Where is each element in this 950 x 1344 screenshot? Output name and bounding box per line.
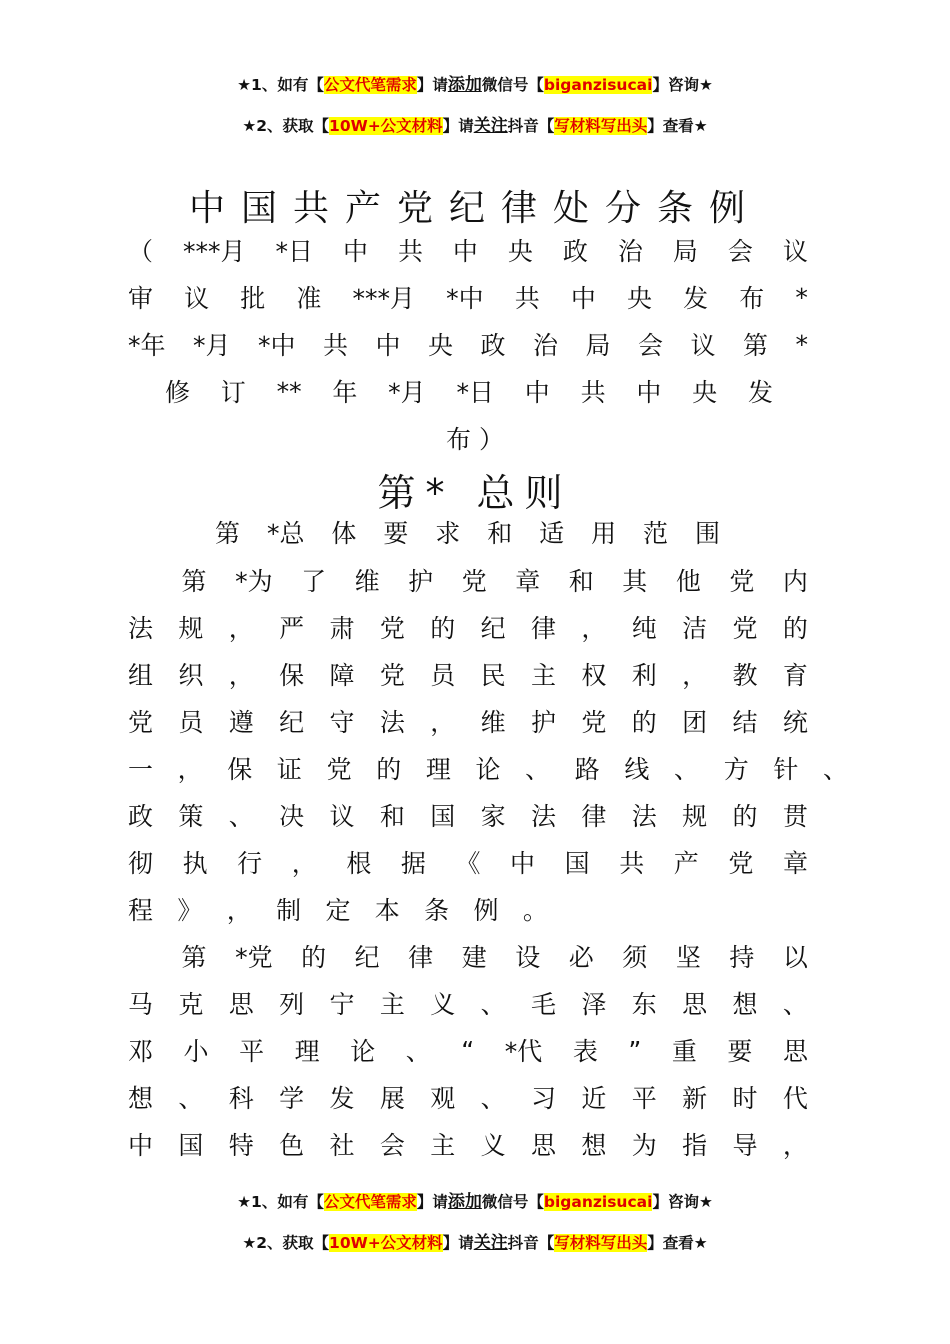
text-token: 要: [383, 519, 409, 548]
text-token: 利: [631, 661, 657, 690]
text-token: 建: [461, 943, 487, 972]
text-token: 党: [326, 755, 352, 784]
text-token: 布: [739, 284, 765, 313]
text-token: 根: [346, 849, 372, 878]
body-line: [128, 795, 808, 835]
text-token: 指: [682, 1131, 708, 1160]
text-token: 中: [570, 284, 596, 313]
text-token: 中: [342, 237, 368, 266]
text-token: 的: [301, 943, 327, 972]
text-token: 共: [580, 378, 606, 407]
text-token: 局: [585, 331, 611, 360]
promo-highlight: 公文代笔需求: [323, 76, 417, 94]
text-token: 订: [220, 378, 246, 407]
text-token: 中: [128, 1131, 154, 1160]
text-token: 律: [531, 614, 557, 643]
text-token: 律: [581, 802, 607, 831]
text-token: 国: [564, 849, 590, 878]
text-token: 思: [682, 990, 708, 1019]
text-token: 障: [329, 661, 355, 690]
text-token: 想: [128, 1084, 154, 1113]
text-token: 展: [379, 1084, 405, 1113]
text-token: 科: [228, 1084, 254, 1113]
text-token: 审: [128, 284, 154, 313]
text-token: 毛: [531, 990, 557, 1019]
text-token: 列: [279, 990, 305, 1019]
text-token: 例: [473, 896, 499, 925]
preface-line: 布 ）: [446, 425, 504, 454]
text-token: 和: [568, 567, 594, 596]
text-token: 洁: [682, 614, 708, 643]
text-token: *中: [446, 284, 484, 313]
text-token: 围: [694, 519, 720, 548]
promo-highlight: biganzisucai: [543, 76, 653, 94]
promo-text: 抖音【: [507, 1234, 555, 1252]
text-token: （: [128, 237, 154, 266]
text-token: 严: [279, 614, 305, 643]
text-token: 邓: [128, 1037, 154, 1066]
text-token: 马: [128, 990, 154, 1019]
text-token: 规: [682, 802, 708, 831]
text-token: 针: [773, 755, 799, 784]
text-token: 观: [430, 1084, 456, 1113]
promo-highlight: 写材料写出头: [554, 117, 648, 135]
text-token: 《: [455, 849, 481, 878]
text-token: 会: [727, 237, 753, 266]
promo-text: 】请: [416, 1193, 448, 1211]
promo-text: 微信号【: [481, 1193, 544, 1211]
text-token: ，: [581, 614, 607, 643]
promo-text: 】请: [442, 117, 474, 135]
text-token: 思: [228, 990, 254, 1019]
text-token: *为: [235, 567, 273, 596]
text-token: 路: [574, 755, 600, 784]
text-token: 权: [581, 661, 607, 690]
text-token: 义: [480, 1131, 506, 1160]
promo-text: 】请: [442, 1234, 474, 1252]
preface-line: [128, 324, 808, 364]
text-token: 的: [782, 614, 808, 643]
text-token: 议: [329, 802, 355, 831]
text-token: 法: [531, 802, 557, 831]
text-token: 央: [428, 331, 454, 360]
text-token: 法: [631, 802, 657, 831]
text-token: 国: [178, 1131, 204, 1160]
text-token: 和: [379, 802, 405, 831]
text-token: 中: [524, 378, 550, 407]
text-token: [128, 562, 153, 598]
text-token: 社: [329, 1131, 355, 1160]
text-token: 求: [435, 519, 461, 548]
text-token: 党: [732, 614, 758, 643]
text-token: *日: [456, 378, 494, 407]
text-token: 、: [178, 1084, 204, 1113]
text-token: 政: [562, 237, 588, 266]
text-token: 、: [525, 755, 551, 784]
text-token: 育: [782, 661, 808, 690]
text-token: 平: [631, 1084, 657, 1113]
text-token: 、: [674, 755, 700, 784]
text-token: 员: [178, 708, 204, 737]
promo-bottom-line-1: [0, 1187, 950, 1212]
text-token: 和: [487, 519, 513, 548]
text-token: 近: [581, 1084, 607, 1113]
text-token: **: [276, 376, 302, 406]
text-token: 色: [279, 1131, 305, 1160]
text-token: 的: [430, 614, 456, 643]
text-token: 、: [480, 1084, 506, 1113]
promo-highlight: 10W+公文材料: [329, 117, 443, 135]
promo-top-line-2: [0, 111, 950, 136]
promo-highlight: 写材料写出头: [554, 1234, 648, 1252]
promo-text: 】查看★: [647, 1234, 708, 1252]
body-line: [128, 1124, 808, 1164]
text-token: 的: [376, 755, 402, 784]
text-token: 小: [183, 1037, 209, 1066]
text-token: 东: [631, 990, 657, 1019]
text-token: ，: [228, 614, 254, 643]
text-token: 第: [181, 567, 207, 596]
text-token: 发: [683, 284, 709, 313]
text-token: 批: [240, 284, 266, 313]
text-token: 央: [692, 378, 718, 407]
text-token: 他: [675, 567, 701, 596]
text-token: 法: [379, 708, 405, 737]
text-token: 教: [732, 661, 758, 690]
preface-line: [165, 371, 773, 411]
text-token: 理: [294, 1037, 320, 1066]
text-token: 维: [480, 708, 506, 737]
text-token: *: [795, 329, 808, 359]
text-token: 纪: [480, 614, 506, 643]
body-line: [128, 701, 808, 741]
text-token: *总: [266, 519, 305, 548]
text-token: 新: [682, 1084, 708, 1113]
text-token: 制: [276, 896, 302, 925]
text-token: *中: [258, 331, 296, 360]
text-token: 以: [782, 943, 808, 972]
text-token: 政: [128, 802, 154, 831]
text-token: 导: [732, 1131, 758, 1160]
text-token: “: [461, 1035, 475, 1065]
promo-highlight: 10W+公文材料: [329, 1234, 443, 1252]
text-token: 第: [215, 519, 241, 548]
text-token: 修: [165, 378, 191, 407]
text-token: 重: [671, 1037, 697, 1066]
text-token: 证: [276, 755, 302, 784]
text-token: 持: [729, 943, 755, 972]
text-token: *: [795, 282, 808, 312]
promo-bottom-line-2: [0, 1228, 950, 1253]
preface-line: [128, 277, 808, 317]
text-token: 发: [329, 1084, 355, 1113]
text-token: 结: [732, 708, 758, 737]
text-token: 论: [350, 1037, 376, 1066]
text-token: 规: [178, 614, 204, 643]
promo-highlight: biganzisucai: [543, 1193, 653, 1211]
text-token: 理: [425, 755, 451, 784]
text-token: 据: [400, 849, 426, 878]
text-token: 章: [515, 567, 541, 596]
body-line: [128, 1077, 808, 1117]
promo-text: ★1、如有【: [237, 76, 324, 94]
text-token: 》: [177, 896, 203, 925]
text-token: 党: [581, 708, 607, 737]
text-token: 论: [475, 755, 501, 784]
body-line: [128, 889, 548, 929]
body-line: [128, 842, 808, 882]
text-token: 遵: [228, 708, 254, 737]
promo-text: ★2、获取【: [242, 117, 330, 135]
chapter-heading: 第* 总则: [377, 471, 573, 515]
text-token: 年: [332, 378, 358, 407]
text-token: ，: [291, 849, 317, 878]
text-token: *党: [235, 943, 273, 972]
text-token: 本: [374, 896, 400, 925]
text-token: 共: [323, 331, 349, 360]
text-token: 范: [643, 519, 669, 548]
preface-line: [128, 230, 808, 270]
text-token: ，: [177, 755, 203, 784]
text-token: 行: [237, 849, 263, 878]
text-token: 彻: [128, 849, 154, 878]
body-line: [128, 936, 808, 976]
text-token: ，: [228, 661, 254, 690]
text-token: 线: [624, 755, 650, 784]
text-token: 纪: [354, 943, 380, 972]
text-token: 法: [128, 614, 154, 643]
text-token: *月: [193, 331, 231, 360]
text-token: 第: [181, 943, 207, 972]
text-token: 、: [782, 990, 808, 1019]
text-token: 肃: [329, 614, 355, 643]
text-token: 纯: [631, 614, 657, 643]
text-token: 维: [354, 567, 380, 596]
text-token: 章: [782, 849, 808, 878]
text-token: 内: [782, 567, 808, 596]
text-token: 中: [510, 849, 536, 878]
text-token: *日: [275, 237, 313, 266]
promo-text: 】咨询★: [652, 76, 713, 94]
text-token: 保: [279, 661, 305, 690]
text-token: 、: [822, 755, 848, 784]
text-token: 主: [531, 661, 557, 690]
text-token: 了: [301, 567, 327, 596]
promo-underline: 关注: [473, 116, 508, 136]
text-token: 体: [331, 519, 357, 548]
text-token: 组: [128, 661, 154, 690]
text-token: 策: [178, 802, 204, 831]
text-token: 中: [636, 378, 662, 407]
text-token: 主: [379, 990, 405, 1019]
text-token: 律: [408, 943, 434, 972]
text-token: ，: [682, 661, 708, 690]
text-token: ，: [782, 1131, 808, 1160]
text-token: 统: [782, 708, 808, 737]
text-token: 宁: [329, 990, 355, 1019]
text-token: ，: [226, 896, 252, 925]
promo-text: ★2、获取【: [242, 1234, 330, 1252]
text-token: 党: [128, 708, 154, 737]
text-token: 党: [728, 849, 754, 878]
text-token: 习: [531, 1084, 557, 1113]
text-token: 特: [228, 1131, 254, 1160]
text-token: 党: [379, 661, 405, 690]
text-token: 义: [430, 990, 456, 1019]
text-token: 、: [405, 1037, 431, 1066]
text-token: 治: [617, 237, 643, 266]
text-token: 中: [375, 331, 401, 360]
text-token: 表: [572, 1037, 598, 1066]
text-token: *年: [128, 331, 166, 360]
text-token: 共: [397, 237, 423, 266]
text-token: 为: [631, 1131, 657, 1160]
text-token: 条: [424, 896, 450, 925]
text-token: 要: [727, 1037, 753, 1066]
text-token: *月: [388, 378, 426, 407]
promo-text: 微信号【: [481, 76, 544, 94]
text-token: 克: [178, 990, 204, 1019]
text-token: 时: [732, 1084, 758, 1113]
text-token: 设: [515, 943, 541, 972]
text-token: 思: [782, 1037, 808, 1066]
text-token: 思: [531, 1131, 557, 1160]
text-token: 央: [627, 284, 653, 313]
text-token: 想: [732, 990, 758, 1019]
text-token: 主: [430, 1131, 456, 1160]
text-token: 护: [408, 567, 434, 596]
text-token: 央: [507, 237, 533, 266]
text-token: 。: [522, 896, 548, 925]
body-line: [128, 983, 808, 1023]
text-token: *代: [504, 1037, 543, 1066]
text-token: 执: [182, 849, 208, 878]
text-token: 须: [622, 943, 648, 972]
text-token: 发: [747, 378, 773, 407]
text-token: 用: [591, 519, 617, 548]
text-token: 守: [329, 708, 355, 737]
text-token: 坚: [675, 943, 701, 972]
text-token: 泽: [581, 990, 607, 1019]
body-line: [128, 607, 808, 647]
text-token: 党: [379, 614, 405, 643]
body-line: [128, 560, 808, 600]
promo-underline: 添加: [447, 75, 482, 95]
text-token: ***月: [182, 237, 246, 266]
promo-text: 】咨询★: [652, 1193, 713, 1211]
document-title: 中国共产党纪律处分条例: [188, 188, 761, 229]
text-token: 中: [452, 237, 478, 266]
text-token: 共: [514, 284, 540, 313]
text-token: 贯: [782, 802, 808, 831]
promo-underline: 添加: [447, 1192, 482, 1212]
text-token: 平: [239, 1037, 265, 1066]
text-token: ”: [628, 1035, 642, 1065]
text-token: 会: [638, 331, 664, 360]
promo-underline: 关注: [473, 1233, 508, 1253]
text-token: 代: [782, 1084, 808, 1113]
text-token: 的: [732, 802, 758, 831]
text-token: 政: [480, 331, 506, 360]
promo-text: 】查看★: [647, 117, 708, 135]
text-token: 党: [729, 567, 755, 596]
text-token: 织: [178, 661, 204, 690]
text-token: 适: [539, 519, 565, 548]
promo-text: 抖音【: [507, 117, 555, 135]
text-token: 团: [682, 708, 708, 737]
text-token: 议: [690, 331, 716, 360]
text-token: 党: [461, 567, 487, 596]
text-token: 一: [128, 755, 154, 784]
text-token: 想: [581, 1131, 607, 1160]
text-token: 方: [723, 755, 749, 784]
text-token: 保: [227, 755, 253, 784]
text-token: 准: [296, 284, 322, 313]
promo-text: 】请: [416, 76, 448, 94]
promo-text: ★1、如有【: [237, 1193, 324, 1211]
section-heading: [215, 512, 720, 552]
text-token: 、: [480, 990, 506, 1019]
promo-highlight: 公文代笔需求: [323, 1193, 417, 1211]
text-token: 的: [631, 708, 657, 737]
text-token: 议: [184, 284, 210, 313]
text-token: 会: [379, 1131, 405, 1160]
text-token: 其: [622, 567, 648, 596]
text-token: 学: [279, 1084, 305, 1113]
text-token: 定: [325, 896, 351, 925]
promo-top-line-1: [0, 70, 950, 95]
body-line: [128, 654, 808, 694]
text-token: 议: [782, 237, 808, 266]
text-token: 第: [743, 331, 769, 360]
text-token: 必: [568, 943, 594, 972]
text-token: 纪: [279, 708, 305, 737]
body-line: [128, 748, 848, 788]
text-token: 民: [480, 661, 506, 690]
text-token: 员: [430, 661, 456, 690]
text-token: 、: [228, 802, 254, 831]
text-token: 决: [279, 802, 305, 831]
text-token: 国: [430, 802, 456, 831]
body-line: [128, 1030, 808, 1070]
text-token: [128, 938, 153, 974]
text-token: 共: [619, 849, 645, 878]
text-token: 程: [128, 896, 154, 925]
text-token: 家: [480, 802, 506, 831]
text-token: 局: [672, 237, 698, 266]
text-token: 护: [531, 708, 557, 737]
text-token: 治: [533, 331, 559, 360]
text-token: ，: [430, 708, 456, 737]
text-token: 产: [673, 849, 699, 878]
text-token: ***月: [352, 284, 416, 313]
